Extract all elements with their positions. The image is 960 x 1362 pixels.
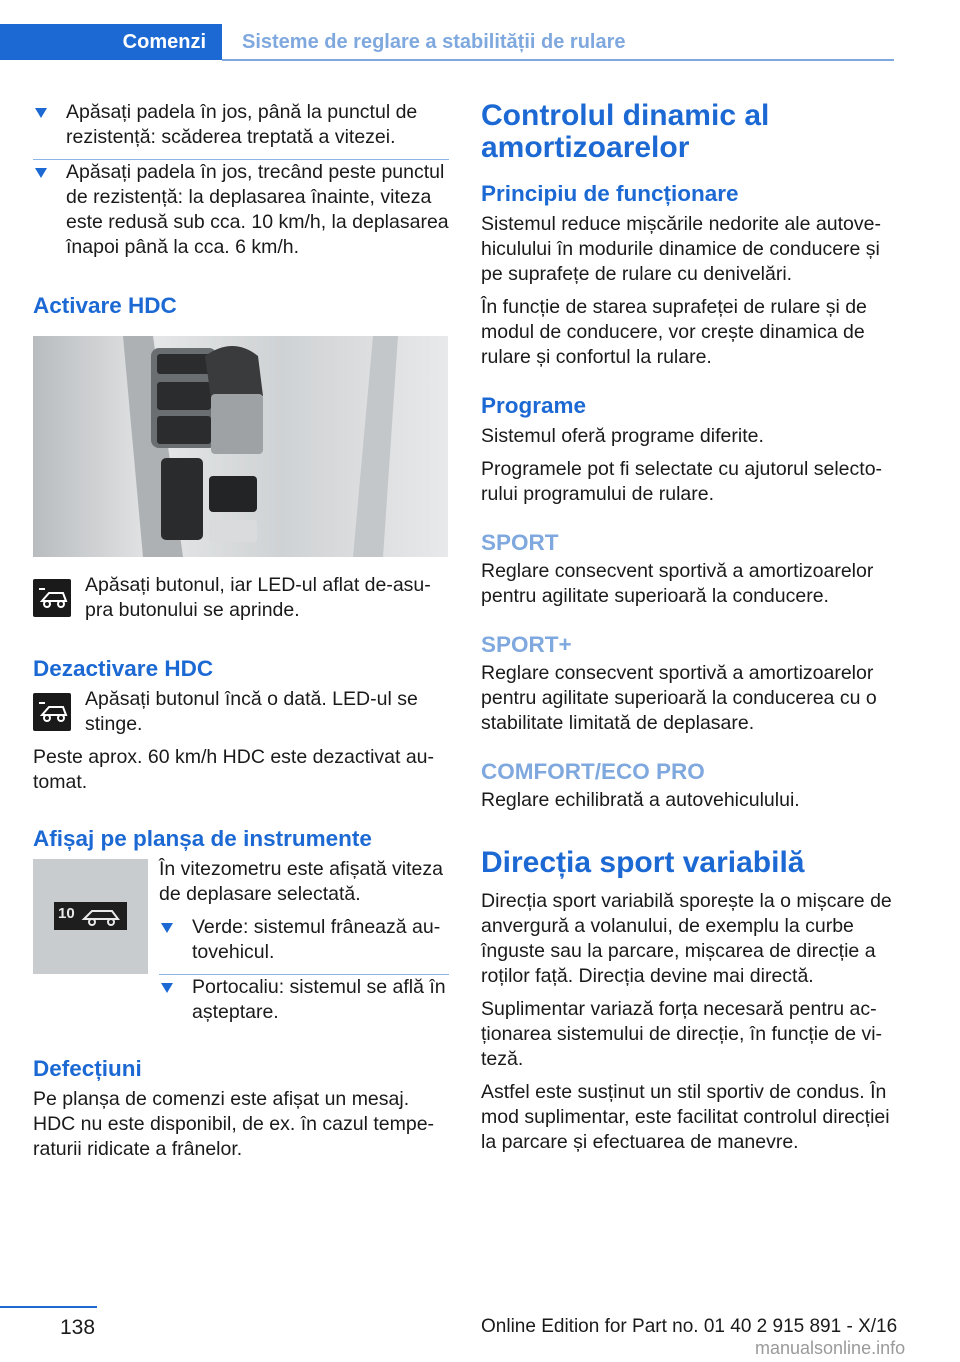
comfort-text: Reglare echilibrată a autovehiculului. bbox=[481, 789, 800, 811]
bullet-text: Apăsați padela în jos, trecând peste punctul de rezistență: la deplasarea înainte, viteza este redusă sub cca. 10 km/h, la deplasarea înapoi până la cca. 6 km/h. bbox=[66, 161, 449, 258]
faults-heading: Defecțiuni bbox=[33, 1056, 142, 1081]
programs-paragraph-1: Sistemul oferă programe diferite. bbox=[481, 425, 764, 447]
deactivate-text: Apăsați butonul încă o dată. LED-ul se stinge. bbox=[85, 688, 418, 735]
programs-paragraph-2: Programele pot fi selectate cu ajutorul selectorului programului de rulare. bbox=[481, 458, 883, 505]
steering-paragraph-3: Astfel este susținut un stil sportiv de condus. În mod suplimentar, este facilitat controlul direcției la parcare și efectuarea de manevre. bbox=[481, 1081, 890, 1153]
principle-paragraph-2: În funcție de starea suprafeței de rulare și de modul de conducere, vor crește dinamica de rulare și confortul la rulare. bbox=[481, 296, 867, 368]
edition-note: Online Edition for Part no. 01 40 2 915 891 - X/16 bbox=[481, 1316, 898, 1337]
right-column bbox=[481, 100, 896, 1163]
activate-text: Apăsați butonul, iar LED-ul aflat de-asupra butonului se aprinde. bbox=[85, 574, 431, 621]
display-description bbox=[159, 857, 449, 1025]
instrument-cluster-image bbox=[33, 859, 148, 974]
section-title[interactable]: Sisteme de reglare a stabilității de rulare bbox=[242, 31, 626, 53]
sportplus-heading: SPORT+ bbox=[481, 632, 572, 657]
hdc-button-icon bbox=[33, 693, 71, 731]
hdc-activate-row bbox=[33, 573, 449, 623]
sportplus-text: Reglare consecvent sportivă a amortizoarelor pentru agilitate superioară la conducerea cu o stabilitate limitată de deplasare. bbox=[481, 662, 877, 734]
pedal-bullet-list bbox=[33, 100, 449, 260]
activate-hdc-heading: Activare HDC bbox=[33, 293, 177, 318]
principle-paragraph-1: Sistemul reduce mișcările nedorite ale autovehiculului în modurile dinamice de conducere și pe suprafețe de rulare cu denivelări. bbox=[481, 213, 881, 285]
header-rule bbox=[222, 59, 894, 61]
list-item bbox=[33, 160, 449, 260]
sport-steering-title: Direcția sport variabilă bbox=[481, 846, 805, 879]
damping-control-title: Controlul dinamic al amortizoarelor bbox=[481, 99, 770, 164]
comfort-heading: COMFORT/ECO PRO bbox=[481, 759, 705, 784]
bullet-text: Apăsați padela în jos, până la punctul de rezistență: scăderea treptată a vitezei. bbox=[66, 101, 418, 148]
triangle-bullet-icon bbox=[35, 168, 47, 178]
instrument-display-block bbox=[33, 857, 449, 1025]
watermark: manualsonline.info bbox=[755, 1338, 906, 1358]
bullet-text: Portocaliu: sistemul se află în așteptare. bbox=[192, 976, 446, 1023]
page-number: 138 bbox=[60, 1316, 96, 1339]
programs-heading: Programe bbox=[481, 393, 587, 418]
list-item bbox=[33, 100, 449, 155]
hdc-button-icon bbox=[33, 579, 71, 617]
steering-paragraph-2: Suplimentar variază forța necesară pentru acționarea sistemului de direcție, în funcție de viteză. bbox=[481, 998, 883, 1070]
principle-heading: Principiu de funcționare bbox=[481, 181, 739, 206]
console-illustration bbox=[33, 336, 448, 557]
steering-paragraph-1: Direcția sport variabilă sporește la o mișcare de anvergură a volanului, de exemplu la curbe înguste sau la parcare, mișcarea de direcție a roților față. Direcția devine mai directă. bbox=[481, 890, 892, 987]
bullet-text: Verde: sistemul frânează autovehicul. bbox=[192, 916, 441, 963]
display-text: În vitezometru este afișată viteza de deplasare selectată. bbox=[159, 858, 443, 905]
footer-rule bbox=[0, 1306, 97, 1308]
deactivate-note: Peste aprox. 60 km/h HDC este dezactivat automat. bbox=[33, 746, 435, 793]
page-header bbox=[0, 24, 894, 62]
indicator-color-list bbox=[159, 915, 449, 1025]
list-item bbox=[159, 915, 449, 970]
hdc-deactivate-row bbox=[33, 687, 449, 737]
triangle-bullet-icon bbox=[161, 923, 173, 933]
left-column bbox=[33, 100, 449, 1170]
deactivate-hdc-heading: Dezactivare HDC bbox=[33, 656, 214, 681]
hdc-car-icon bbox=[80, 904, 124, 928]
display-heading: Afișaj pe planșa de instrumente bbox=[33, 826, 372, 851]
cluster-hdc-indicator bbox=[54, 902, 127, 930]
cluster-speed: 10 bbox=[58, 905, 75, 922]
triangle-bullet-icon bbox=[161, 983, 173, 993]
triangle-bullet-icon bbox=[35, 108, 47, 118]
faults-text: Pe planșa de comenzi este afișat un mesaj. HDC nu este disponibil, de ex. în cazul temperaturii ridicate a frânelor. bbox=[33, 1088, 435, 1160]
chapter-tab[interactable]: Comenzi bbox=[0, 24, 222, 60]
sport-heading: SPORT bbox=[481, 530, 559, 555]
center-console-photo bbox=[33, 336, 448, 557]
list-item bbox=[159, 975, 449, 1025]
sport-text: Reglare consecvent sportivă a amortizoarelor pentru agilitate superioară la conducere. bbox=[481, 560, 874, 607]
